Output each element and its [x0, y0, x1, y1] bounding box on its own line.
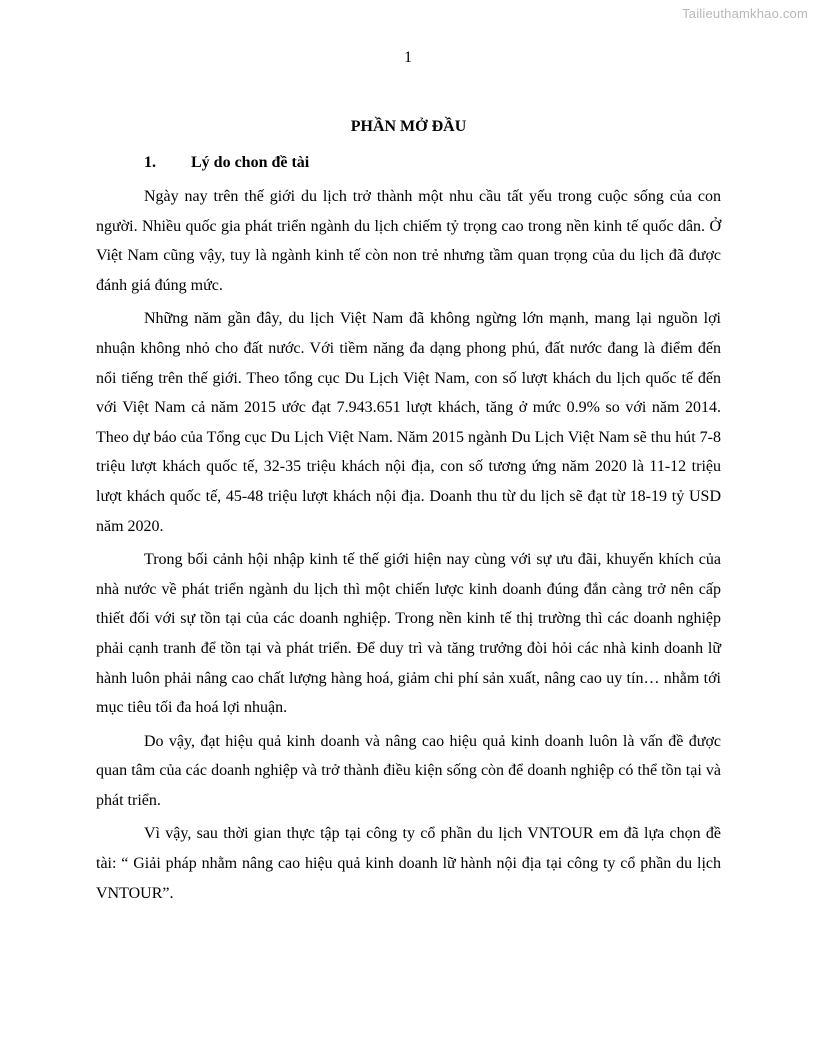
- paragraph-3: Trong bối cảnh hội nhập kinh tế thế giới hiện nay cùng với sự ưu đãi, khuyến khích của nhà nước về phát triển ngành du lịch thì một chiến lược kinh doanh đúng đắn càng trở nên cấp thiết đối với sự tồn tại của các doanh nghiệp. Trong nền kinh tế thị trường thì các doanh nghiệp phải cạnh tranh để tồn tại và phát triển. Để duy trì và tăng trưởng đòi hỏi các nhà kinh doanh lữ hành luôn phải nâng cao chất lượng hàng hoá, giảm chi phí sản xuất, nâng cao uy tín… nhằm tới mục tiêu tối đa hoá lợi nhuận.: [96, 551, 721, 717]
- document-body: [96, 116, 721, 912]
- page-number: 1: [404, 49, 412, 66]
- section-title-text: Lý do chon đề tài: [191, 154, 310, 171]
- section-number: 1.: [144, 154, 156, 171]
- watermark-text: Tailieuthamkhao.com: [682, 6, 808, 21]
- paragraph-2: Những năm gần đây, du lịch Việt Nam đã không ngừng lớn mạnh, mang lại nguồn lợi nhuận không nhỏ cho đất nước. Với tiềm năng đa dạng phong phú, đất nước đang là điểm đến nổi tiếng trên thế giới. Theo tổng cục Du Lịch Việt Nam, con số lượt khách du lịch quốc tế đến với Việt Nam cả năm 2015 ước đạt 7.943.651 lượt khách, tăng ở mức 0.9% so với năm 2014. Theo dự báo của Tổng cục Du Lịch Việt Nam. Năm 2015 ngành Du Lịch Việt Nam sẽ thu hút 7-8 triệu lượt khách quốc tế, 32-35 triệu khách nội địa, con số tương ứng năm 2020 là 11-12 triệu lượt khách quốc tế, 45-48 triệu lượt khách nội địa. Doanh thu từ du lịch sẽ đạt từ 18-19 tỷ USD năm 2020.: [96, 310, 721, 535]
- section-title: [96, 152, 721, 174]
- paragraph-4: Do vậy, đạt hiệu quả kinh doanh và nâng cao hiệu quả kinh doanh luôn là vấn đề được quan tâm của các doanh nghiệp và trở thành điều kiện sống còn để doanh nghiệp có thể tồn tại và phát triển.: [96, 732, 721, 809]
- paragraph-5: Vì vậy, sau thời gian thực tập tại công ty cổ phần du lịch VNTOUR em đã lựa chọn đề tài: “ Giải pháp nhằm nâng cao hiệu quả kinh doanh lữ hành nội địa tại công ty cổ phần du lịch VNTOUR”.: [96, 825, 721, 902]
- paragraph-1: Ngày nay trên thế giới du lịch trở thành một nhu cầu tất yếu trong cuộc sống của con người. Nhiều quốc gia phát triển ngành du lịch chiếm tỷ trọng cao trong nền kinh tế quốc dân. Ở Việt Nam cũng vậy, tuy là ngành kinh tế còn non trẻ nhưng tầm quan trọng của du lịch đã được đánh giá đúng mức.: [96, 188, 721, 294]
- page-heading: PHẦN MỞ ĐẦU: [350, 118, 467, 135]
